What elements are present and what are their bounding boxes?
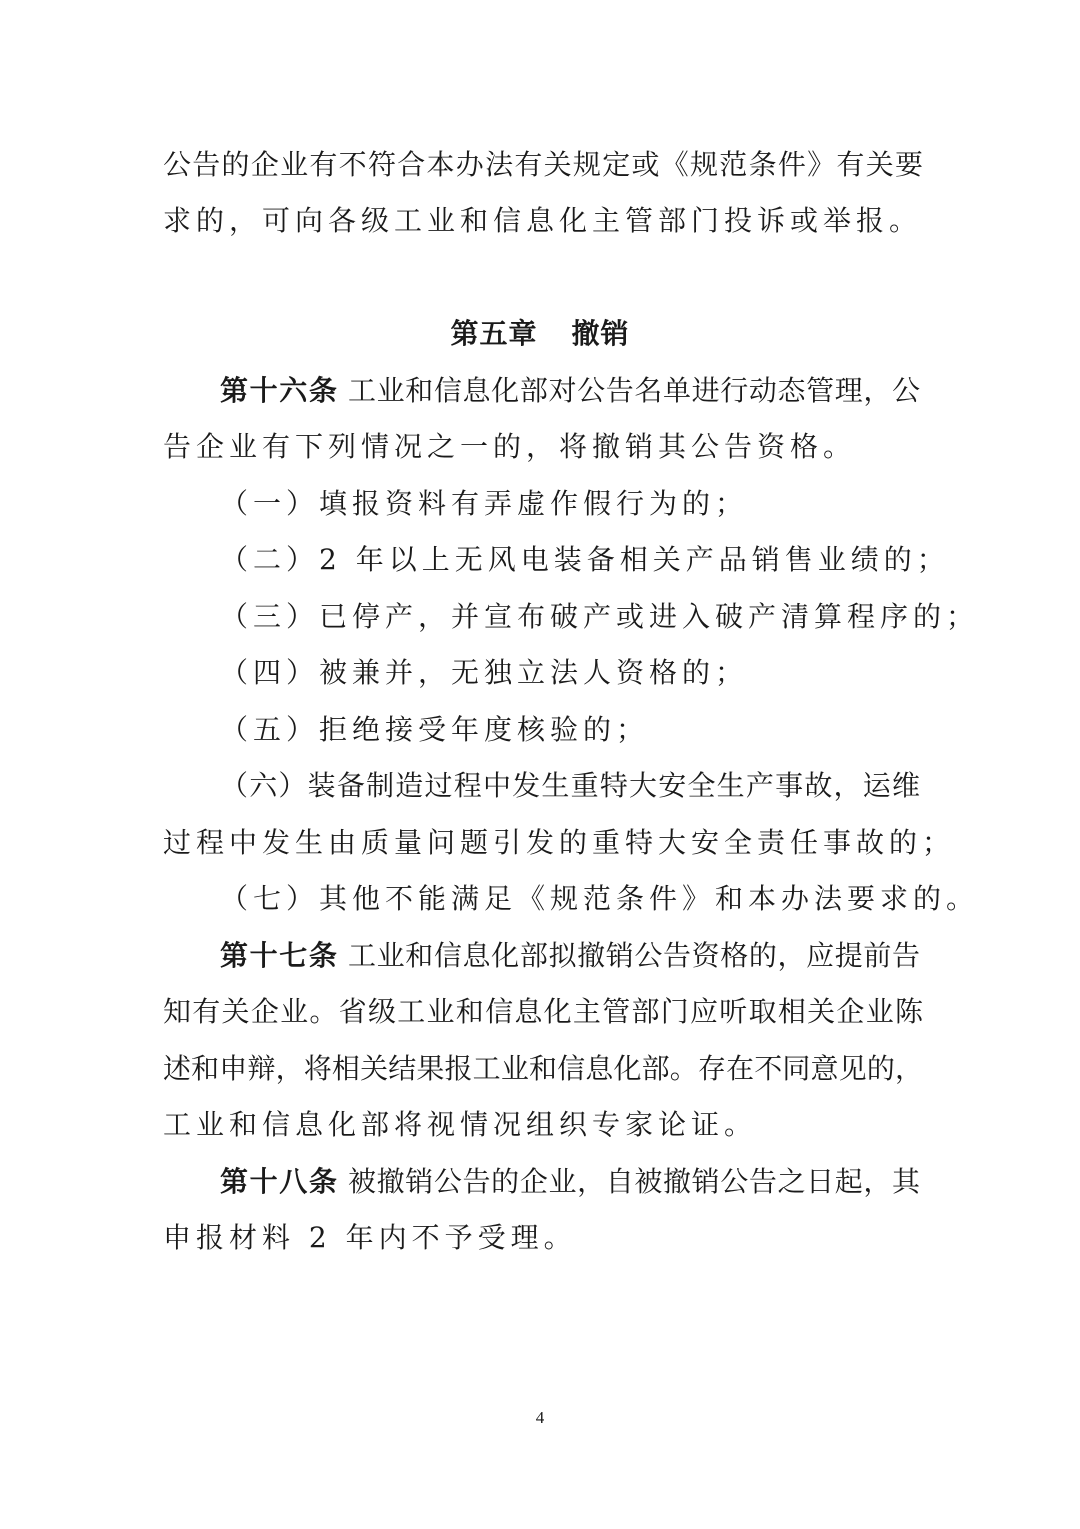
article-17-line-4: 工业和信息化部将视情况组织专家论证。 — [163, 1108, 758, 1141]
chapter-title: 撤销 — [571, 317, 630, 350]
article-17-line-3: 述和申辩，将相关结果报工业和信息化部。存在不同意见的， — [163, 1052, 923, 1085]
article-16-label: 第十六条 — [220, 374, 339, 407]
article-16-item-6: （六）装备制造过程中发生重特大安全生产事故，运维 — [220, 769, 920, 802]
intro-line-2: 求的，可向各级工业和信息化主管部门投诉或举报。 — [163, 204, 923, 237]
article-16-line-1 — [220, 371, 920, 411]
article-18-text-1: 被撤销公告的企业，自被撤销公告之日起，其 — [348, 1165, 920, 1198]
page-number: 4 — [535, 1408, 545, 1427]
article-16-item-2: （二）2 年以上无风电装备相关产品销售业绩的； — [220, 543, 950, 576]
article-18-line-2: 申报材料 2 年内不予受理。 — [163, 1221, 577, 1254]
chapter-number: 第五章 — [450, 317, 538, 350]
article-16-item-4: （四）被兼并，无独立法人资格的； — [220, 656, 749, 689]
article-16-item-5: （五）拒绝接受年度核验的； — [220, 713, 650, 746]
intro-line-1: 公告的企业有不符合本办法有关规定或《规范条件》有关要 — [163, 148, 923, 181]
article-17-line-1 — [220, 936, 920, 976]
article-16-item-7: （七）其他不能满足《规范条件》和本办法要求的。 — [220, 882, 980, 915]
article-16-line-2: 告企业有下列情况之一的，将撤销其公告资格。 — [163, 430, 857, 463]
article-16-item-1: （一）填报资料有弄虚作假行为的； — [220, 487, 749, 520]
article-17-text-1: 工业和信息化部拟撤销公告资格的，应提前告 — [348, 939, 920, 972]
article-18-label: 第十八条 — [220, 1165, 339, 1198]
chapter-heading — [0, 314, 1080, 354]
article-16-item-6-continued: 过程中发生由质量问题引发的重特大安全责任事故的； — [163, 826, 956, 859]
article-18-line-1 — [220, 1162, 920, 1202]
article-16-item-3: （三）已停产，并宣布破产或进入破产清算程序的； — [220, 600, 980, 633]
article-16-text-1: 工业和信息化部对公告名单进行动态管理，公 — [348, 374, 920, 407]
article-17-line-2: 知有关企业。省级工业和信息化主管部门应听取相关企业陈 — [163, 995, 923, 1028]
article-17-label: 第十七条 — [220, 939, 339, 972]
